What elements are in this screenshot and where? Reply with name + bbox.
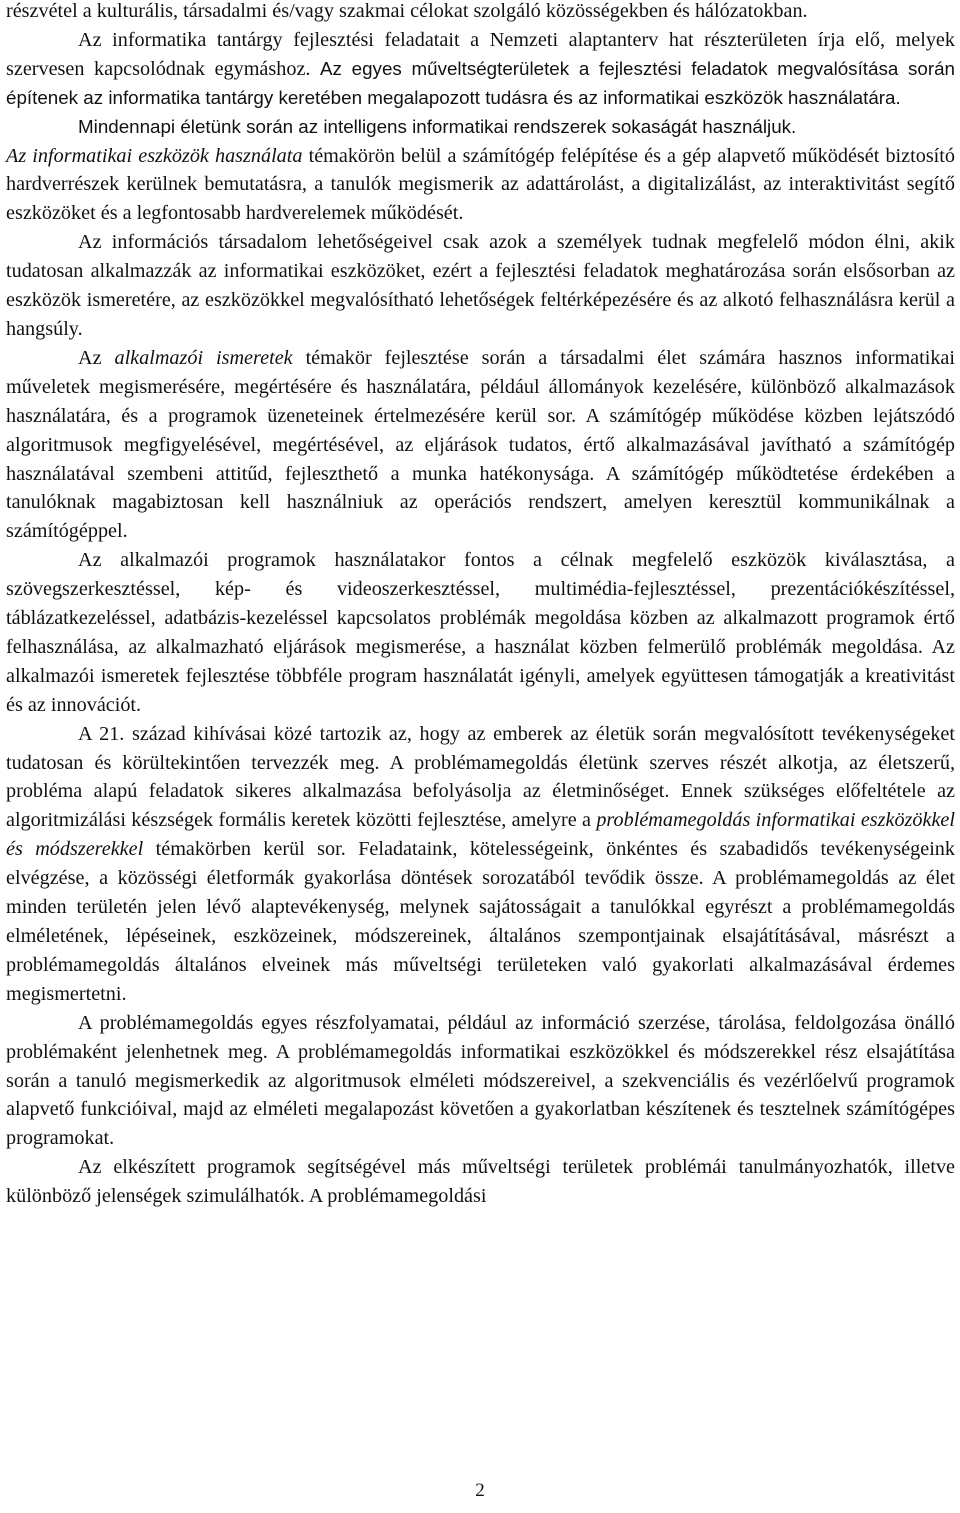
paragraph-text: Az [78, 346, 115, 369]
paragraph-text: témakörön belül a számítógép felépítése és a gép alapvető működését biztosító hardverrészek kerülnek bemutatásra, a tanulók megismerik az adattárolást, a digitalizálást, az interaktivitást segítő eszközöket és a legfontosabb hardverelemek működését. [6, 144, 955, 225]
paragraph-text: Az egyes műveltségterületek a fejlesztési feladatok megvalósítása során építenek az informatika tantárgy keretében megalapozott tudásra és az informatikai eszközök használatára. [6, 57, 956, 108]
body-text [6, 0, 955, 1211]
paragraph-text: Mindennapi életünk során az intelligens informatikai rendszerek sokaságát használjuk. [78, 115, 797, 137]
page-number: 2 [475, 1480, 485, 1501]
paragraph [6, 26, 955, 113]
paragraph [6, 720, 955, 1009]
emphasis-text: problémamegoldás informatikai eszközökkel és módszerekkel [6, 809, 955, 861]
paragraph-text: A problémamegoldás egyes részfolyamatai, például az információ szerzése, tárolása, feldolgozása önálló problémaként jelenhetnek meg. A problémamegoldás informatikai eszközökkel és módszerekkel rész elsajátítása során a tanuló megismerkedik az algoritmusok elméleti módszereivel, a szekvenciális és vezérlőelvű programok alapvető funkcióival, majd az elméleti megalapozást követően a gyakorlatban készítenek és tesztelnek számítógépes programokat. [6, 1011, 955, 1150]
paragraph-text: témakör fejlesztése során a társadalmi élet számára hasznos informatikai műveletek megismerésére, megértésére és használatára, például állományok kezelésére, különböző alkalmazások használatára, és a programok üzeneteinek értelmezésére kerül sor. A számítógép működése közben lejátszódó algoritmusok megfigyelésével, megértésével, az eljárások tudatos, értő alkalmazásával javítható a számítógép használatával szembeni attitűd, fejleszthető a munka hatékonysága. A számítógép működtetése érdekében a tanulóknak magabiztosan kell használniuk az operációs rendszert, amelyen keresztül kommunikálnak a számítógéppel. [6, 346, 955, 543]
paragraph [6, 1009, 955, 1154]
paragraph-text: Az elkészített programok segítségével más műveltségi területek problémái tanulmányozhatók, illetve különböző jelenségek szimulálhatók. A problémamegoldási [6, 1156, 955, 1208]
paragraph-text: részvétel a kulturális, társadalmi és/vagy szakmai célokat szolgáló közösségekben és hálózatokban. [6, 0, 808, 22]
paragraph-text: A 21. század kihívásai közé tartozik az, hogy az emberek az életük során megvalósított tevékenységeket tudatosan és körültekintően tervezzék meg. A problémamegoldás életünk szerves részét alkotja, az életszerű, probléma alapú feladatok sikeres alkalmazása befolyásolja az életminőséget. Ennek szükséges előfeltétele az algoritmizálási készségek formális keretek közötti fejlesztése, amelyre a [6, 722, 955, 832]
paragraph [6, 344, 955, 546]
paragraph [6, 1153, 955, 1211]
paragraph [6, 546, 955, 719]
paragraph [6, 113, 955, 142]
paragraph-text: témakörben kerül sor. Feladataink, kötelességeink, önkéntes és szabadidős tevékenységeink elvégzése, a közösségi életformák gyakorlása döntések sorozatából tevődik össze. A problémamegoldás az élet minden területén jelen lévő alaptevékenység, melynek sajátosságait a tanulókkal egyrészt a problémamegoldás elméletének, lépéseinek, eszközeinek, módszereinek, általános szempontjainak elsajátításával, másrészt a problémamegoldás általános elveinek más műveltségi területeken való gyakorlati alkalmazásával érdemes megismertetni. [6, 838, 955, 1005]
paragraph-text: Az informatika tantárgy fejlesztési feladatait a Nemzeti alaptanterv hat részterületen írja elő, melyek szervesen kapcsolódnak egymáshoz. [6, 28, 955, 80]
emphasis-text: Az informatikai eszközök használata [6, 144, 303, 167]
paragraph-text: Az információs társadalom lehetőségeivel csak azok a személyek tudnak megfelelő módon élni, akik tudatosan alkalmazzák az informatikai eszközöket, ezért a fejlesztési feladatok meghatározása során elsősorban az eszközök ismeretére, az eszközökkel megvalósítható lehetőségek feltérképezésére és az alkotó felhasználásra kerül a hangsúly. [6, 231, 955, 340]
paragraph [6, 228, 955, 344]
paragraph [6, 142, 955, 229]
paragraph-text: Az alkalmazói programok használatakor fontos a célnak megfelelő eszközök kiválasztása, a szövegszerkesztéssel, kép- és videoszerkesztéssel, multimédia-fejlesztéssel, prezentációkészítéssel, táblázatkezeléssel, adatbázis-kezeléssel kapcsolatos problémák megoldása közben az alkalmazott programok értő felhasználása, az alkalmazható eljárások megismerése, a használat közben felmerülő problémák megoldása. Az alkalmazói ismeretek fejlesztése többféle program használatát igényli, amelyek együttesen támogatják a kreativitást és az innovációt. [6, 549, 955, 716]
emphasis-text: alkalmazói ismeretek [114, 346, 293, 369]
paragraph [6, 0, 955, 26]
